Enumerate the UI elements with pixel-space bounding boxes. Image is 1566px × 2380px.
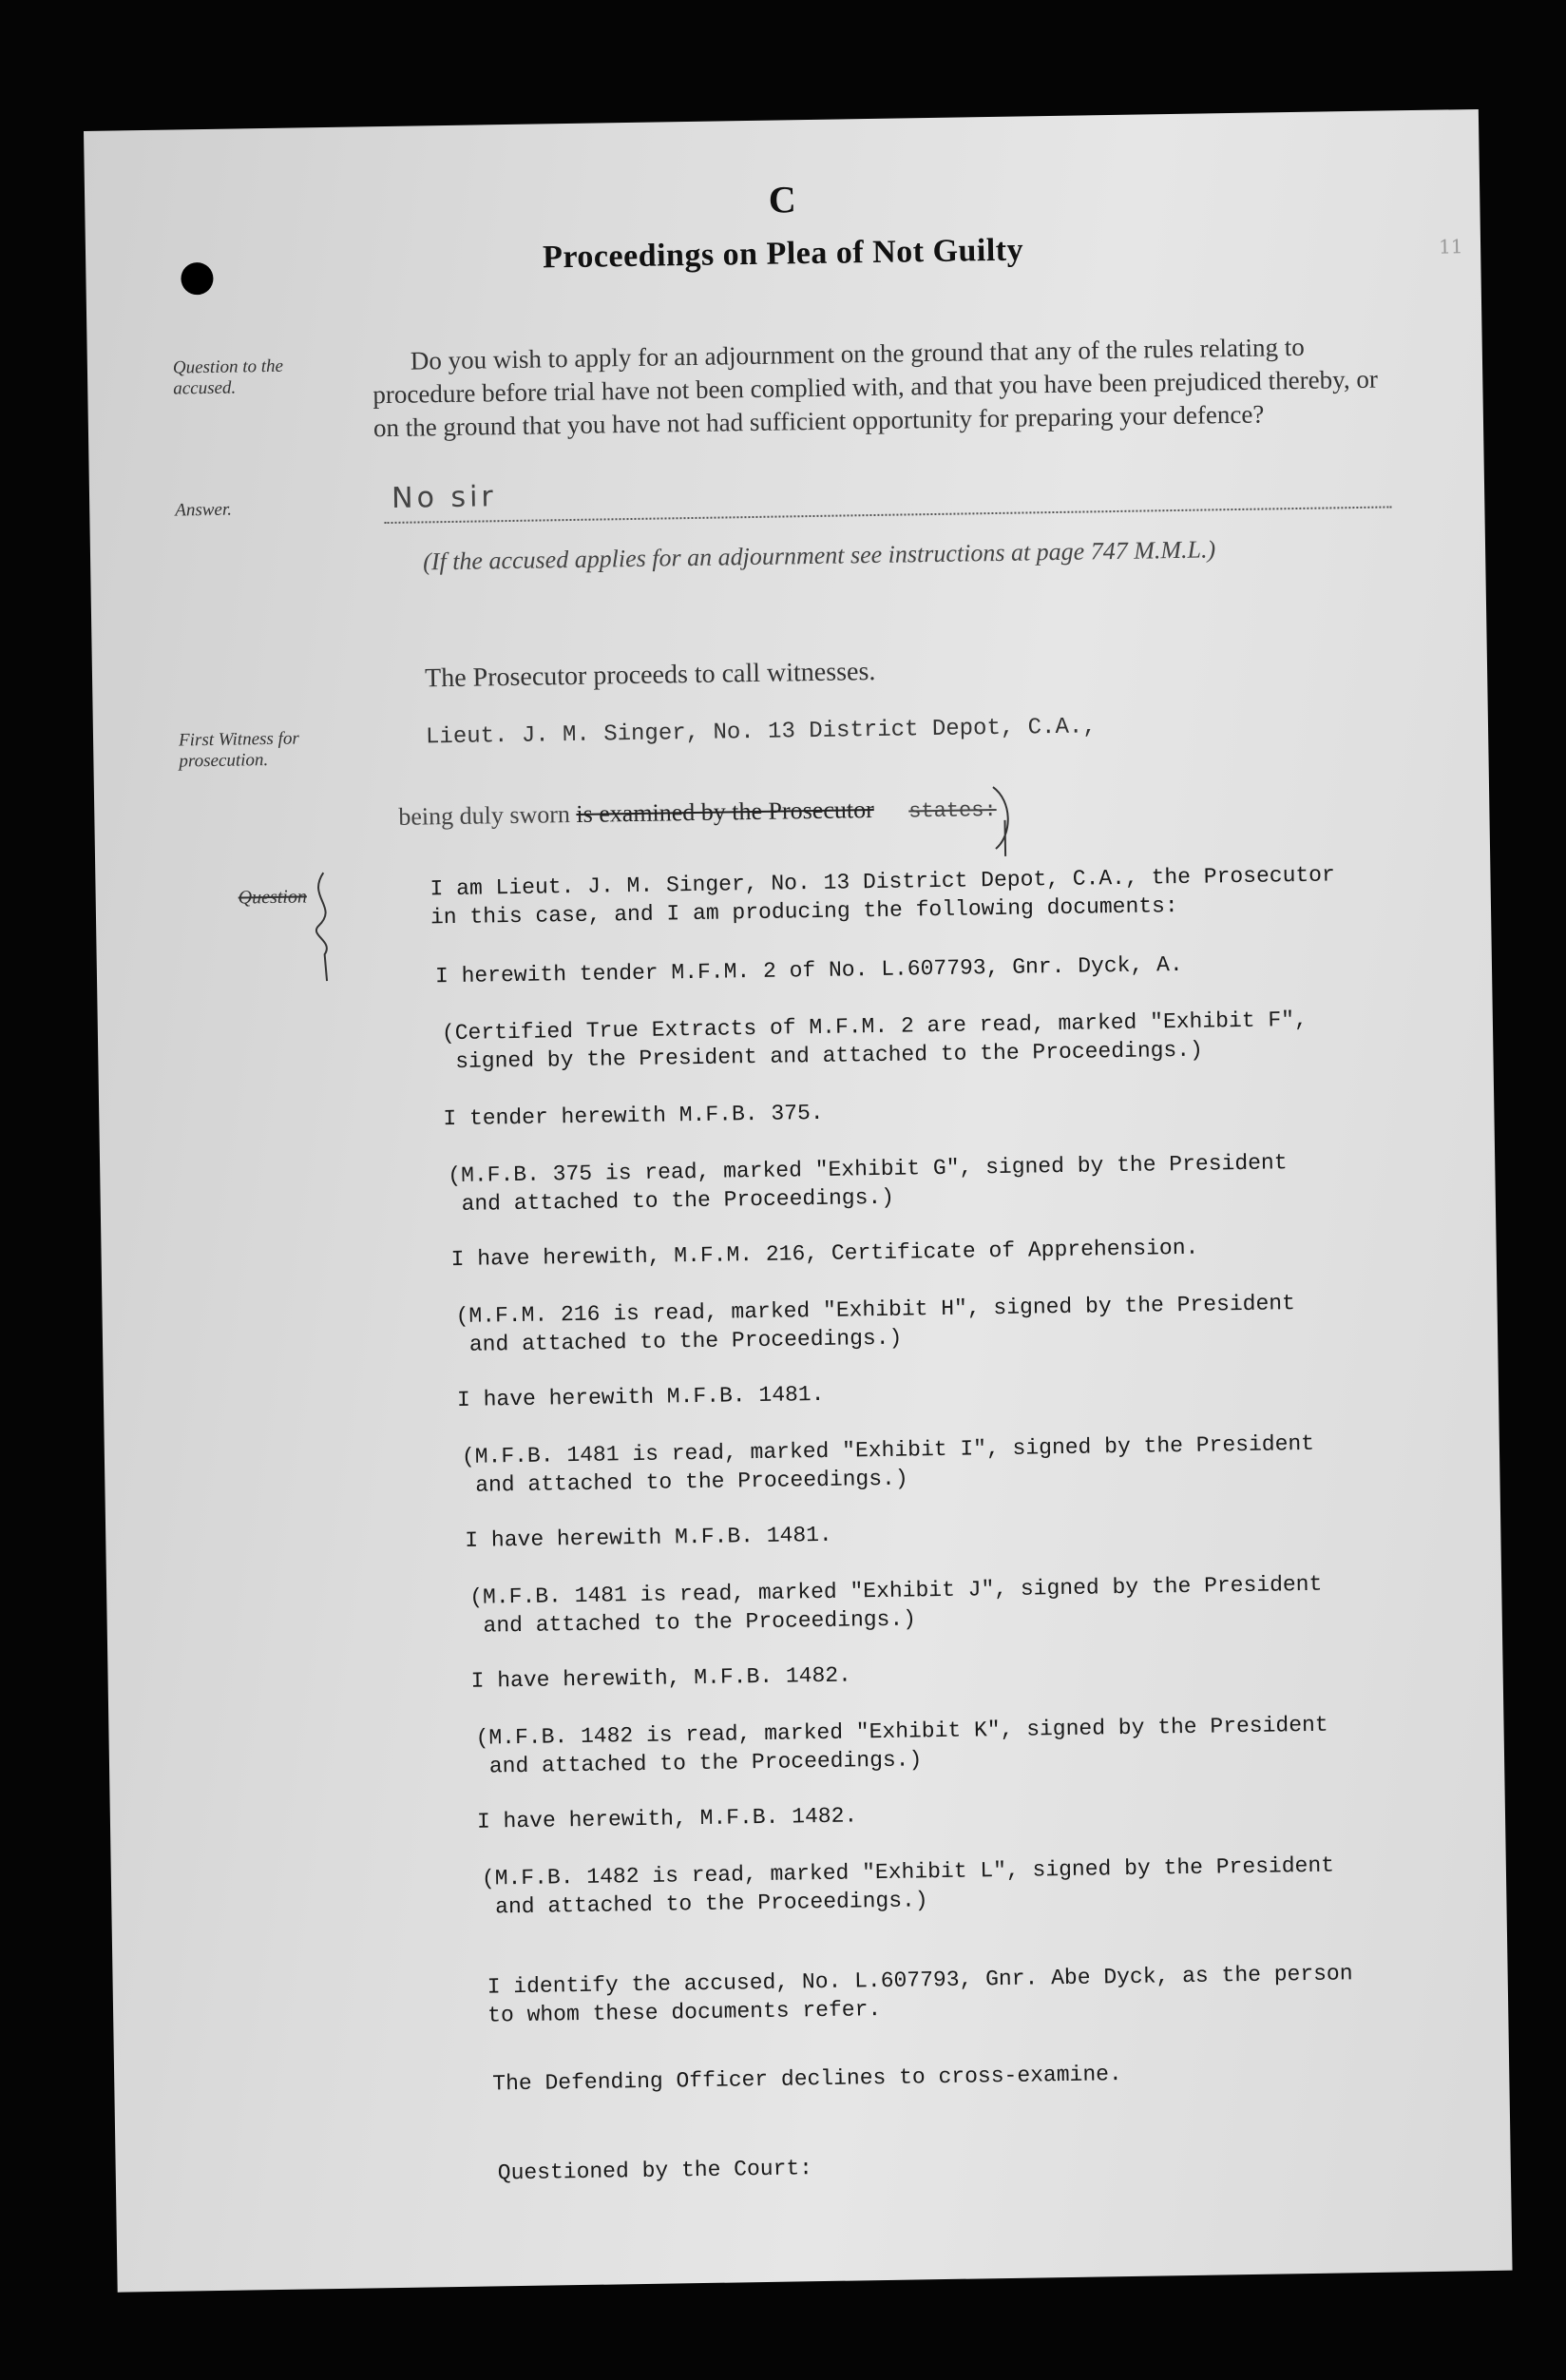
margin-note-question-struck: Question <box>238 886 308 909</box>
margin-note-first-witness: First Witness for prosecution. <box>178 728 299 772</box>
testimony-line: I herewith tender M.F.M. 2 of No. L.607793, Gnr. Dyck, A. <box>434 951 1183 989</box>
testimony-line: (M.F.B. 1481 is read, marked "Exhibit J", signed by the President and attached to the Proceedings.) <box>469 1571 1323 1639</box>
answer-handwritten: No sir <box>391 480 498 515</box>
document-page <box>84 109 1513 2293</box>
testimony-line: I have herewith, M.F.B. 1482. <box>470 1662 852 1694</box>
sworn-states: states: <box>908 797 997 824</box>
sworn-struck-text: is examined by the Prosecutor <box>576 796 874 828</box>
instruction-text: (If the accused applies for an adjournment see instructions at page 747 M.M.L.) <box>422 535 1216 576</box>
testimony-intro: I am Lieut. J. M. Singer, No. 13 District Depot, C.A., the Prosecutor in this case, and I am producing the following documents: <box>430 862 1336 931</box>
testimony-line: (M.F.B. 1481 is read, marked "Exhibit I", signed by the President and attached to the Proceedings.) <box>461 1430 1315 1498</box>
page-title: Proceedings on Plea of Not Guilty <box>542 232 1024 276</box>
testimony-line: The Defending Officer declines to cross-examine. <box>492 2062 1122 2097</box>
question-text: Do you wish to apply for an adjournment on the ground that any of the rules relating to procedure before trial have not been complied with, and that you have been prejudiced thereby, or on the ground that you have not had sufficient opportunity for preparing your defence? <box>372 332 1379 443</box>
section-letter: C <box>768 178 797 221</box>
testimony-line: (Certified True Extracts of M.F.M. 2 are read, marked "Exhibit F", signed by the President and attached to the Proceedings.) <box>441 1007 1308 1075</box>
witness-name: Lieut. J. M. Singer, No. 13 District Depot, C.A., <box>425 714 1097 751</box>
testimony-line: I tender herewith M.F.B. 375. <box>443 1100 824 1132</box>
page-number-mark: 11 <box>1438 235 1463 259</box>
handwritten-bracket-mark <box>984 782 1022 859</box>
testimony-line: I have herewith, M.F.B. 1482. <box>476 1803 858 1834</box>
margin-note-question-to-accused: Question to the accused. <box>172 355 284 399</box>
testimony-line: I have herewith, M.F.M. 216, Certificate of Apprehension. <box>450 1235 1199 1273</box>
sworn-line <box>398 794 997 832</box>
testimony-line: I have herewith M.F.B. 1481. <box>465 1522 832 1553</box>
testimony-line: (M.F.M. 216 is read, marked "Exhibit H", signed by the President and attached to the Proceedings.) <box>455 1291 1296 1357</box>
testimony-line: I identify the accused, No. L.607793, Gnr. Abe Dyck, as the person to whom these documents refer. <box>487 1961 1353 2028</box>
testimony-line: (M.F.B. 1482 is read, marked "Exhibit L", signed by the President and attached to the Proceedings.) <box>481 1852 1335 1920</box>
testimony-line: I have herewith M.F.B. 1481. <box>456 1381 825 1412</box>
testimony-line: (M.F.B. 1482 is read, marked "Exhibit K", signed by the President and attached to the Proceedings.) <box>475 1712 1328 1779</box>
handwritten-initial-mark <box>304 869 344 984</box>
answer-line <box>384 471 1391 524</box>
margin-note-answer: Answer. <box>175 499 233 521</box>
testimony-line: Questioned by the Court: <box>497 2156 813 2186</box>
prosecutor-calls-text: The Prosecutor proceeds to call witnesses. <box>424 656 876 694</box>
sworn-prefix: being duly sworn <box>398 800 571 831</box>
testimony-line: (M.F.B. 375 is read, marked "Exhibit G", signed by the President and attached to the Proceedings.) <box>448 1150 1288 1218</box>
